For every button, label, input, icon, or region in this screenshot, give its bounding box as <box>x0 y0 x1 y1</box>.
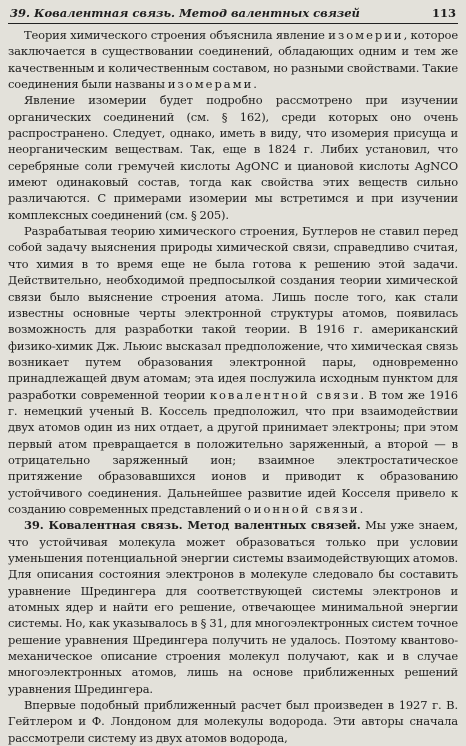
running-title: 39. Ковалентная связь. Метод валентных связей <box>10 6 360 20</box>
text-run: . В том же 1916 г. немецкий ученый В. Коссель предположил, что при взаимодействии двух атомов один из них отдает, а другой принимает электроны; при этом первый атом превращается в положительно заряженный, а второй — в отрицательно заряженный ион; взаимное электростатическое притяжение образовавшихся ионов и приводит к образованию устойчивого соединения. Дальнейшее развитие идей Косселя привело к созданию современных представлений о <box>8 387 458 516</box>
paragraph <box>8 697 458 746</box>
text-run: Разрабатывая теорию химического строения, Бутлеров не ставил перед собой задачу выяснения природы химической связи, справедливо считая, что химия в то время еще не была готова к решению этой задачи. Действительно, необходимой предпосылкой создания теории химической связи было выяснение строения атома. Лишь после того, как стали известны основные черты электронной структуры атомов, появилась возможность для разработки такой теории. В 1916 г. американский физико-химик Дж. Льюис высказал предположение, что химическая связь возникает путем образования электронной пары, одновременно принадлежащей двум атомам; эта идея послужила исходным пунктом для разработки современной теории <box>8 224 458 402</box>
paragraph <box>8 517 458 697</box>
text-run: Впервые подобный приближенный расчет был произведен в 1927 г. В. Гейтлером и Ф. Лондоном для молекулы водорода. Эти авторы сначала рассмотрели систему из двух атомов водорода, <box>8 698 458 745</box>
paragraph <box>8 223 458 517</box>
spaced-term: изомерии <box>328 28 404 42</box>
text-run: . <box>359 501 364 516</box>
text-run: . <box>253 77 257 92</box>
text-run: , которое заключается в существовании соединений, обладающих одним и тем же качественным и количественным составом, но разными свойствами. Такие соединения были названы <box>8 28 458 92</box>
section-heading: 39. Ковалентная связь. Метод валентных связей. <box>24 518 361 533</box>
paragraph <box>8 27 458 92</box>
running-header <box>8 6 458 24</box>
spaced-term: ионной связи <box>253 501 360 516</box>
text-run: Теория химического строения объяснила явление <box>24 28 329 42</box>
page-body <box>8 27 458 746</box>
text-run: Явление изомерии будет подробно рассмотрено при изучении органических соединений (см. § 162), среди которых оно очень распространено. Следует, однако, иметь в виду, что изомерия присуща и неорганическим веществам. Так, еще в 1824 г. Либих установил, что серебряные соли гремучей кислоты AgONC и циановой кислоты AgNCO имеют одинаковый состав, тогда как свойства этих веществ сильно различаются. С примерами изомерии мы встретимся и при изучении комплексных соединений (см. § 205). <box>8 93 458 222</box>
text-run: Мы уже знаем, что устойчивая молекула может образоваться только при условии уменьшения потенциальной энергии системы взаимодействующих атомов. Для описания состояния электронов в молекуле следовало бы составить уравнение Шредингера для соответствующей системы электронов и атомных ядер и найти его решение, отвечающее минимальной энергии системы. Но, как указывалось в § 31, для многоэлектронных систем точное решение уравнения Шредингера получить не удалось. Поэтому квантово-механическое описание строения молекул получают, как и в случае многоэлектронных атомов, лишь на основе приближенных решений уравнения Шредингера. <box>8 518 458 696</box>
spaced-term: ковалентной связи <box>209 387 361 402</box>
spaced-term: изомерами <box>167 77 254 92</box>
paragraph <box>8 92 458 223</box>
page-number: 113 <box>431 6 456 20</box>
